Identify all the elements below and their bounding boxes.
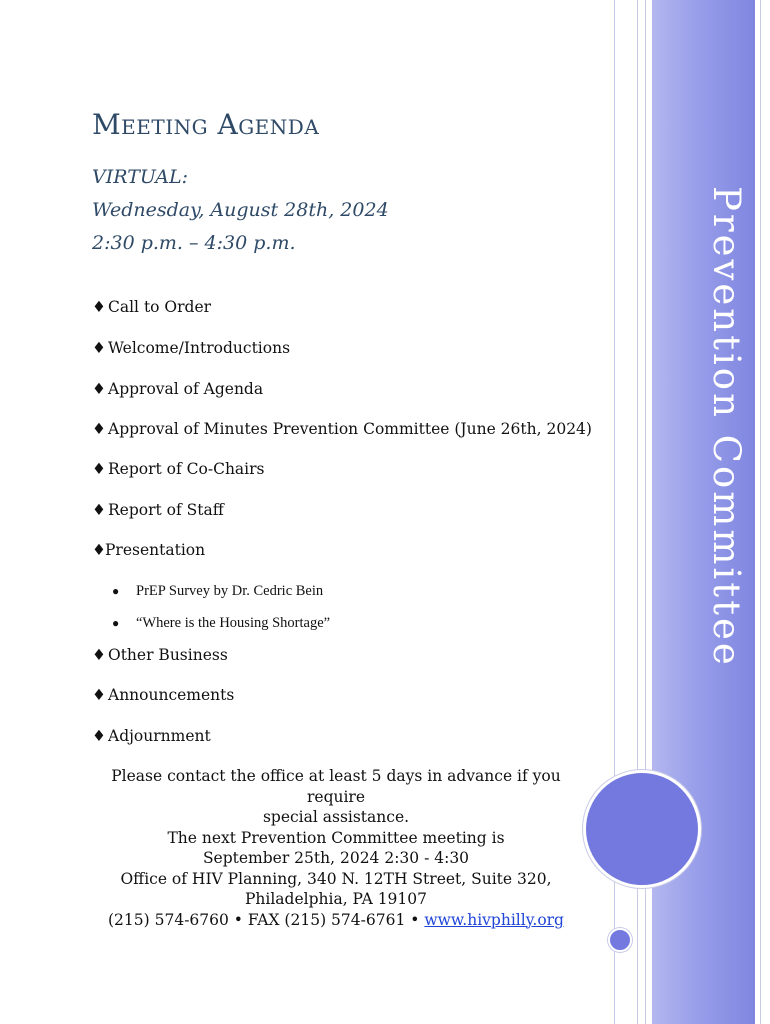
diamond-bullet-icon: ♦ — [92, 380, 106, 398]
subitem-label: PrEP Survey by Dr. Cedric Bein — [136, 583, 324, 599]
diamond-bullet-icon: ♦ — [92, 541, 106, 559]
website-link[interactable]: www.hivphilly.org — [424, 910, 564, 929]
decorative-circle-large — [583, 770, 701, 888]
agenda-item — [92, 420, 592, 438]
diamond-bullet-icon: ♦ — [92, 339, 106, 357]
meeting-time: 2:30 p.m. – 4:30 p.m. — [92, 232, 296, 254]
footer-line: Office of HIV Planning, 340 N. 12TH Street, Suite 320, — [120, 869, 552, 888]
diamond-bullet-icon: ♦ — [92, 501, 106, 519]
diamond-bullet-icon: ♦ — [92, 420, 106, 438]
footer-line: special assistance. — [262, 808, 410, 826]
agenda-item — [92, 460, 265, 478]
agenda-item — [92, 727, 211, 745]
diamond-bullet-icon: ♦ — [92, 298, 106, 316]
meeting-mode: VIRTUAL: — [92, 166, 189, 188]
agenda-item — [92, 686, 234, 704]
presentation-subitem — [112, 583, 323, 600]
diamond-bullet-icon: ♦ — [92, 686, 106, 704]
agenda-item-label: Adjournment — [108, 727, 211, 745]
meeting-date: Wednesday, August 28th, 2024 — [92, 199, 389, 221]
agenda-item-label: Presentation — [105, 541, 206, 559]
phone-fax: (215) 574-6760 • FAX (215) 574-6761 • — [108, 910, 420, 929]
agenda-item — [92, 541, 205, 559]
agenda-item — [92, 339, 290, 357]
round-bullet-icon: ● — [112, 584, 120, 598]
agenda-item-label: Report of Co-Chairs — [108, 460, 265, 478]
footer-line: The next Prevention Committee meeting is — [167, 828, 505, 847]
side-band-edge — [755, 0, 770, 1024]
side-title: Prevention Committee — [705, 186, 748, 668]
footer-line: Philadelphia, PA 19107 — [244, 890, 427, 908]
subitem-label: “Where is the Housing Shortage” — [136, 615, 331, 631]
contact-footer — [86, 766, 586, 930]
agenda-item-label: Report of Staff — [108, 501, 224, 519]
agenda-item — [92, 380, 263, 398]
agenda-item-label: Call to Order — [108, 298, 212, 316]
footer-line: September 25th, 2024 2:30 - 4:30 — [202, 849, 470, 867]
page-title: Meeting Agenda — [92, 108, 320, 141]
agenda-item-label: Welcome/Introductions — [108, 339, 291, 357]
agenda-item — [92, 501, 224, 519]
agenda-item — [92, 298, 211, 316]
diamond-bullet-icon: ♦ — [92, 646, 106, 664]
diamond-bullet-icon: ♦ — [92, 727, 106, 745]
decorative-circle-small — [608, 928, 632, 952]
footer-contact-line — [86, 910, 586, 931]
footer-line: Please contact the office at least 5 days in advance if you require — [111, 767, 561, 806]
agenda-item-label: Approval of Agenda — [108, 380, 264, 398]
agenda-item — [92, 646, 228, 664]
diamond-bullet-icon: ♦ — [92, 460, 106, 478]
agenda-item-label: Approval of Minutes Prevention Committee (June 26th, 2024) — [108, 420, 592, 438]
decorative-rule — [760, 0, 761, 1024]
agenda-item-label: Announcements — [108, 686, 235, 704]
presentation-subitem — [112, 615, 330, 632]
agenda-item-label: Other Business — [108, 646, 228, 664]
round-bullet-icon: ● — [112, 616, 120, 630]
